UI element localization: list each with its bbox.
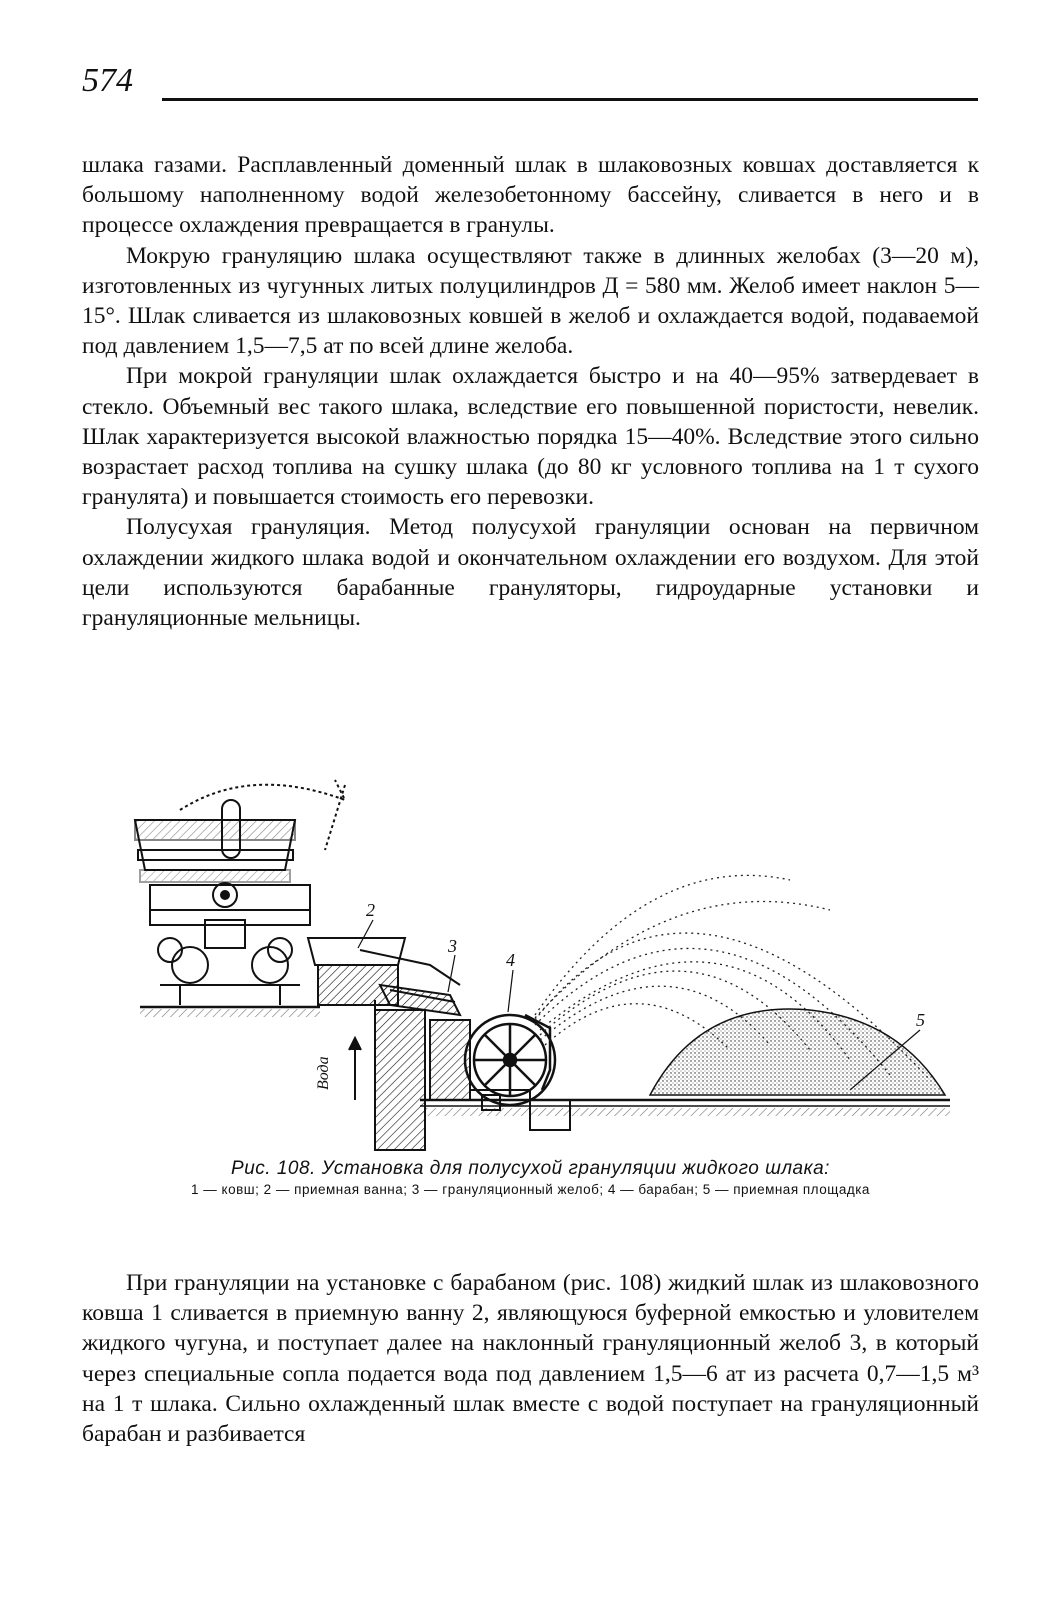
figure-108 [130, 760, 960, 1160]
paragraph-5: При грануляции на установке с барабаном (рис. 108) жидкий шлак из шлаковозного ковша 1 сливается в приемную ванну 2, являющуюся буферной емкостью и уловителем жидкого чугуна, и поступает далее на наклонный грануляционный желоб 3, в который через специальные сопла подается вода под давлением 1,5—6 ат из расчета 0,7—1,5 м³ на 1 т шлака. Сильно охлажденный шлак вместе с водой поступает на грануляционный барабан и разбивается [82, 1270, 979, 1448]
label-4: 4 [506, 950, 515, 970]
body-text-bottom [82, 1268, 979, 1449]
caption-title: Рис. 108. Установка для полусухой грануляции жидкого шлака: [231, 1158, 830, 1179]
label-5: 5 [916, 1010, 925, 1030]
water-pipe [349, 1000, 375, 1100]
paragraph-1: шлака газами. Расплавленный доменный шлак в шлаковозных ковшах доставляется к большому наполненному водой железобетонному бассейну, сливается в него и в процессе охлаждения превращается в гранулы. [82, 152, 979, 239]
granulating-drum [465, 1015, 555, 1105]
label-2: 2 [366, 900, 375, 920]
water-label: Вода [315, 1056, 332, 1090]
label-3: 3 [448, 936, 457, 956]
body-text-top [82, 150, 979, 633]
page-number: 574 [82, 62, 133, 99]
paragraph-2: Мокрую грануляцию шлака осуществляют также в длинных желобах (3—20 м), изготовленных из чугунных литых полуцилиндров Д = 580 мм. Желоб имеет наклон 5—15°. Шлак сливается из шлаковозных ковшей в желоб и охлаждается водой, подаваемой под давлением 1,5—7,5 ат по всей длине желоба. [82, 242, 979, 360]
ladle-car [135, 780, 345, 1005]
caption-legend: 1 — ковш; 2 — приемная ванна; 3 — грануляционный желоб; 4 — барабан; 5 — приемная площадка [191, 1182, 870, 1197]
paragraph-4: Полусухая грануляция. Метод полусухой грануляции основан на первичном охлаждении жидкого шлака водой и окончательном охлаждении его воздухом. Для этой цели используются барабанные грануляторы, гидроударные установки и грануляционные мельницы. [82, 514, 979, 632]
paragraph-3: При мокрой грануляции шлак охлаждается быстро и на 40—95% затвердевает в стекло. Объемный вес такого шлака, вследствие его повышенной пористости, невелик. Шлак характеризуется высокой влажностью порядка 15—40%. Вследствие этого сильно возрастает расход топлива на сушку шлака (до 80 кг условного топлива на 1 т сухого гранулята) и повышается стоимость его перевозки. [82, 363, 979, 511]
figure-caption [82, 1158, 979, 1198]
granulate-pile [650, 1009, 945, 1095]
header-rule [162, 98, 978, 101]
